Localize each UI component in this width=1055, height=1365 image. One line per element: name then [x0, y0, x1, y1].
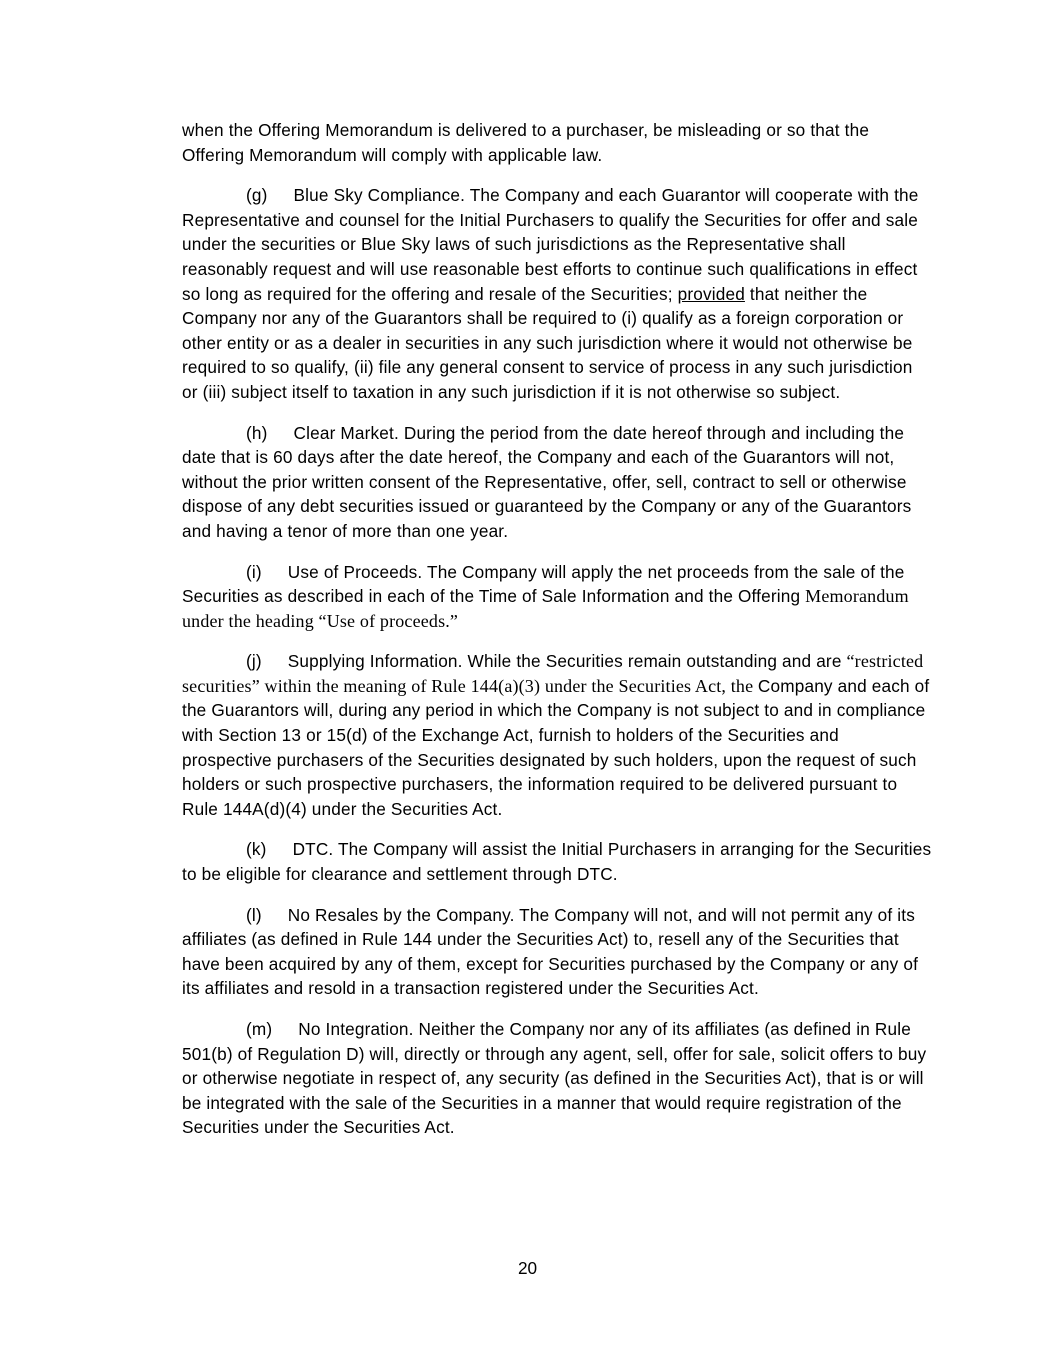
- text-run: Memorandum under the heading “Use of proceeds.”: [182, 586, 909, 631]
- text-run: Use of Proceeds. The Company will apply the net proceeds from the sale of the Securities as described in each of the Time of Sale Information and the Offering: [182, 561, 905, 607]
- paragraph-clause-k: [182, 837, 932, 886]
- paragraph-clause-j: [182, 649, 932, 821]
- page-number: 20: [517, 1258, 538, 1278]
- paragraph-clause-m: [182, 1017, 932, 1140]
- text-run: (m): [246, 1019, 273, 1039]
- paragraph-clause-i: [182, 560, 932, 634]
- paragraph-clause-g: [182, 183, 932, 404]
- paragraph-clause-h: [182, 421, 932, 544]
- text-run: (h): [246, 422, 268, 443]
- text-run: No Resales by the Company. The Company will not, and will not permit any of its affiliates (as defined in Rule 144 under the Securities Act) to, resell any of the Securities that have been acquired by any of them, except for Securities purchased by the Company or any of its affiliates and resold in a transaction registered under the Securities Act.: [182, 904, 919, 999]
- document-body: [182, 118, 932, 1156]
- text-run: (i): [246, 561, 262, 582]
- text-run: (g): [246, 185, 268, 206]
- paragraph-clause-l: [182, 903, 932, 1001]
- text-run: DTC. The Company will assist the Initial Purchasers in arranging for the Securities to be eligible for clearance and settlement through DTC.: [182, 839, 932, 885]
- text-run: provided: [677, 283, 745, 304]
- text-run: Supplying Information. While the Securities remain outstanding and are: [287, 651, 847, 672]
- text-run: when the Offering Memorandum is delivered to a purchaser, be misleading or so that the Offering Memorandum will comply with applicable law.: [182, 120, 870, 165]
- text-run: that neither the Company nor any of the Guarantors shall be required to (i) qualify as a foreign corporation or other entity or as a dealer in securities in any such jurisdiction where it would not otherwise be required to so qualify, (ii) file any general consent to service of process in any such jurisdiction or (iii) subject itself to taxation in any such jurisdiction if it is not otherwise so subject.: [182, 283, 913, 402]
- text-run: (l): [246, 904, 262, 925]
- text-run: (k): [246, 839, 267, 860]
- paragraph-intro: [182, 118, 932, 167]
- text-run: Clear Market. During the period from the date hereof through and including the date that is 60 days after the date hereof, the Company and each of the Guarantors will not, without the prior written consent of the Representative, offer, sell, contract to sell or otherwise dispose of any debt securities issued or guaranteed by the Company or any of the Guarantors and having a tenor of more than one year.: [182, 422, 912, 541]
- text-run: Blue Sky Compliance. The Company and each Guarantor will cooperate with the Representative and counsel for the Initial Purchasers to qualify the Securities for offer and sale under the securities or Blue Sky laws of such jurisdictions as the Representative shall reasonably request and will use reasonable best efforts to continue such qualifications in effect so long as required for the offering and resale of the Securities;: [182, 185, 919, 304]
- text-run: No Integration. Neither the Company nor any of its affiliates (as defined in Rule 501(b) of Regulation D) will, directly or through any agent, sell, offer for sale, solicit offers to buy or otherwise negotiate in respect of, any security (as defined in the Securities Act), that is or will be integrated with the sale of the Securities in a manner that would require registration of the Securities under the Securities Act.: [182, 1019, 927, 1138]
- text-run: (j): [246, 651, 262, 672]
- text-run: “restricted securities” within the meaning of Rule 144(a)(3) under the Securities Act, the: [182, 651, 924, 696]
- text-run: Company and each of the Guarantors will, during any period in which the Company is not subject to and in compliance with Section 13 or 15(d) of the Exchange Act, furnish to holders of the Securities and prospective purchasers of the Securities designated by such holders, upon the request of such holders or such prospective purchasers, the information required to be delivered pursuant to Rule 144A(d)(4) under the Securities Act.: [182, 675, 930, 819]
